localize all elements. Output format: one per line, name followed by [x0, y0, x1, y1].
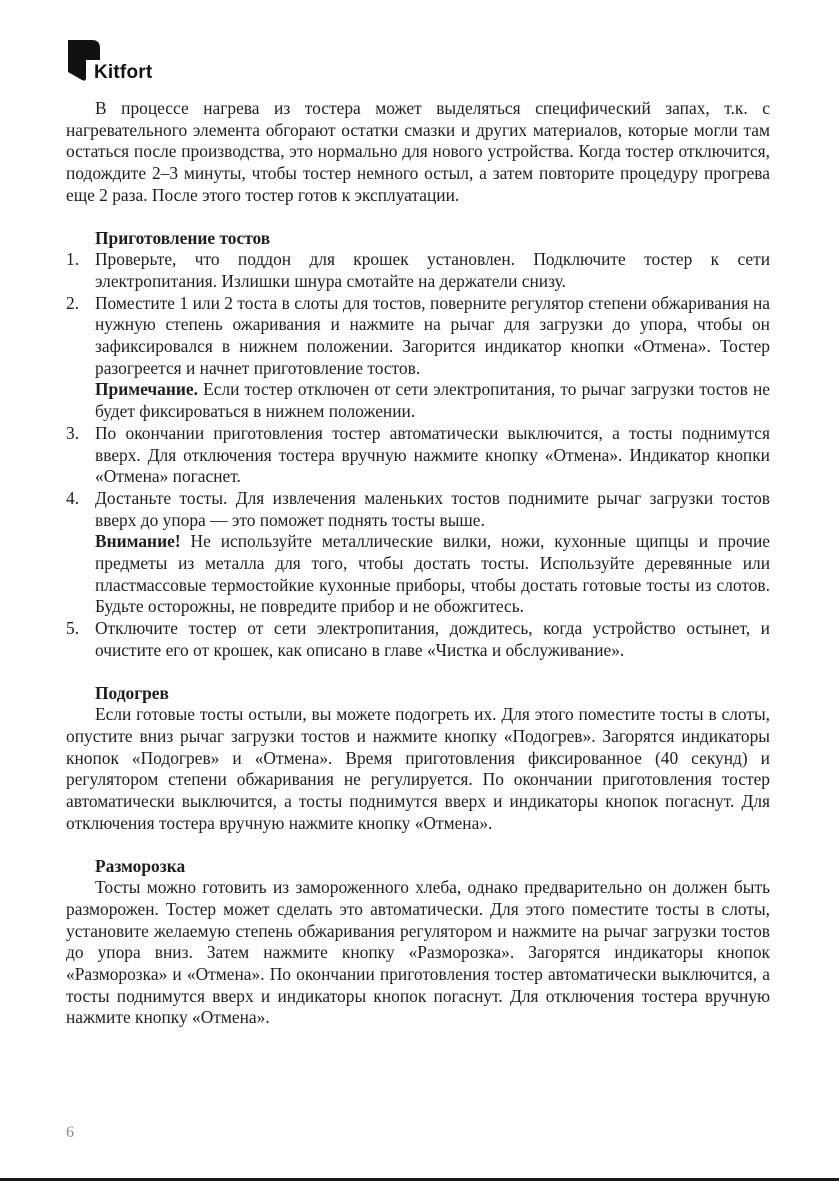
step-number: 2. — [66, 292, 80, 313]
step-warning — [95, 531, 770, 618]
note-label: Примечание. — [95, 379, 198, 400]
step-number: 5. — [66, 618, 80, 639]
page-number: 6 — [66, 1124, 74, 1141]
list-item — [66, 618, 770, 661]
section-heading-reheat: Подогрев — [95, 682, 169, 703]
step-text: По окончании приготовления тостер автоматически выключится, а тосты поднимутся вверх. Для отключения тостера вручную нажмите кнопку «Отмена». Индикатор кнопки «Отмена» погаснет. — [95, 422, 770, 487]
warning-text: Не используйте металлические вилки, ножи, кухонные щипцы и прочие предметы из металла для того, чтобы достать тосты. Используйте деревянные или пластмассовые термостойкие кухонные приборы, чтобы достать готовые тосты из слотов. Будьте осторожны, не повредите прибор и не обожгитесь. — [95, 531, 770, 617]
step-text: Достаньте тосты. Для извлечения маленьких тостов поднимите рычаг загрузки тостов вверх до упора — это поможет поднять тосты выше. — [95, 487, 770, 530]
brand-name: Kitfort — [94, 62, 153, 83]
step-number: 4. — [66, 487, 80, 508]
toast-steps-list — [66, 249, 770, 661]
section-heading-defrost: Разморозка — [95, 855, 186, 876]
note-text: Если тостер отключен от сети электропитания, то рычаг загрузки тостов не будет фиксироваться в нижнем положении. — [95, 379, 770, 422]
warning-label: Внимание! — [95, 531, 181, 552]
section-heading-toast: Приготовление тостов — [95, 227, 271, 248]
step-text: Проверьте, что поддон для крошек установлен. Подключите тостер к сети электропитания. Излишки шнура смотайте на держатели снизу. — [95, 249, 770, 291]
reheat-paragraph: Если готовые тосты остыли, вы можете подогреть их. Для этого поместите тосты в слоты, опустите вниз рычаг загрузки тостов и нажмите кнопку «Подогрев». Загорятся индикаторы кнопок «Подогрев» и «Отмена». Время приготовления фиксированное (40 секунд) и регулятором степени обжаривания не регулируется. По окончании приготовления тостер автоматически выключится, а тосты поднимутся вверх и индикаторы кнопок погаснут. Для отключения тостера вручную нажмите кнопку «Отмена». — [66, 704, 770, 833]
bottom-rule — [0, 1178, 839, 1181]
step-number: 1. — [66, 249, 80, 270]
intro-paragraph: В процессе нагрева из тостера может выделяться специфический запах, т.к. с нагревательного элемента обгорают остатки смазки и других материалов, которые могли там остаться после производства, это нормально для нового устройства. Когда тостер отключится, подождите 2–3 минуты, чтобы тостер немного остыл, а затем повторите процедуру прогрева еще 2 раза. После этого тостер готов к эксплуатации. — [66, 98, 770, 205]
defrost-paragraph: Тосты можно готовить из замороженного хлеба, однако предварительно он должен быть разморожен. Тостер может сделать это автоматически. Для этого поместите тосты в слоты, установите желаемую степень обжаривания регулятором и нажмите на рычаг загрузки тостов до упора вниз. Затем нажмите кнопку «Разморозка». Загорятся индикаторы кнопок «Разморозка» и «Отмена». По окончании приготовления тостер автоматически выключится, а тосты поднимутся вверх и индикаторы кнопок погаснут. Для отключения тостера вручную нажмите кнопку «Отмена». — [66, 877, 770, 1028]
step-number: 3. — [66, 422, 80, 443]
step-note — [95, 379, 770, 422]
step-text: Поместите 1 или 2 тоста в слоты для тостов, поверните регулятор степени обжаривания на нужную степень ожаривания и нажмите на рычаг для загрузки до упора, чтобы он зафиксировался в нижнем положении. Загорится индикатор кнопки «Отмена». Тостер разогреется и начнет приготовление тостов. — [95, 292, 770, 378]
manual-content — [66, 98, 770, 1029]
list-item — [66, 488, 770, 618]
list-item — [66, 293, 770, 423]
list-item — [66, 249, 770, 292]
list-item — [66, 423, 770, 488]
step-text: Отключите тостер от сети электропитания, дождитесь, когда устройство остынет, и очистите его от крошек, как описано в главе «Чистка и обслуживание». — [95, 618, 770, 660]
